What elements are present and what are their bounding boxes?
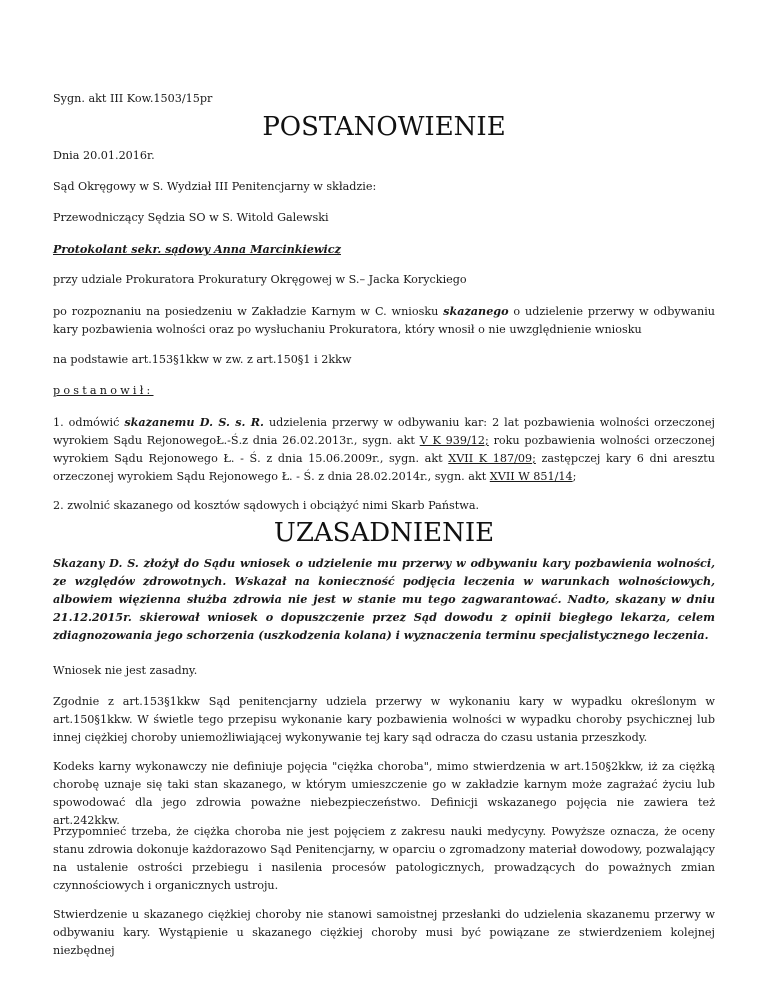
ruling-1 bbox=[53, 413, 715, 486]
ruling-1-text-c: roku pozbawienia wolności orzeczonej wyrokiem Sądu Rejonowego Ł. - Ś. z dnia 15.06.2009r., sygn. akt bbox=[53, 434, 715, 465]
decision-label: postanowił: bbox=[53, 384, 154, 397]
document-title: POSTANOWIENIE bbox=[262, 112, 506, 142]
ruling-2: 2. zwolnić skazanego od kosztów sądowych i obciążyć nimi Skarb Państwa. bbox=[53, 499, 480, 512]
ruling-1-text-b: udzielenia przerwy w odbywaniu kar: 2 lat pozbawienia wolności orzeczonej wyrokiem Sądu RejonowegoŁ.-Ś.z dnia 26.02.2013r., sygn. akt bbox=[53, 416, 715, 447]
ruling-1-text: 1. odmówić bbox=[53, 416, 125, 429]
motion-text-start: po rozpoznaniu na posiedzeniu w Zakładzie Karnym w C. wniosku bbox=[53, 305, 444, 318]
ruling-1-end: ; bbox=[572, 470, 577, 483]
motion-convict-term: skazanego bbox=[443, 304, 509, 318]
presiding-judge: Przewodniczący Sędzia SO w S. Witold Galewski bbox=[53, 211, 329, 224]
prosecutor-participation: przy udziale Prokuratora Prokuratury Okręgowej w S.– Jacka Koryckiego bbox=[53, 273, 467, 286]
justification-paragraph-5: Stwierdzenie u skazanego ciężkiej choroby nie stanowi samoistnej przesłanki do udzielenia skazanemu przerwy w odbywaniu kary. Wystąpienie u skazanego ciężkiej choroby musi być powiązane ze stwierdzeniem kolejnej niezbędnej bbox=[53, 908, 715, 957]
case-ref-3: XVII W 851/14 bbox=[489, 470, 573, 483]
justification-title: UZASADNIENIE bbox=[273, 518, 495, 548]
decision-date: Dnia 20.01.2016r. bbox=[53, 149, 155, 162]
ruling-1-text-d: zastępczej kary 6 dni aresztu orzeczonej wyrokiem Sądu Rejonowego Ł. - Ś. z dnia 28.02.2014r., sygn. akt bbox=[53, 452, 715, 483]
case-signature: Sygn. akt III Kow.1503/15pr bbox=[53, 92, 213, 105]
justification-paragraph-4: Przypomnieć trzeba, że ciężka choroba nie jest pojęciem z zakresu nauki medycyny. Powyższe oznacza, że oceny stanu zdrowia dokonuje każdorazowo Sąd Penitencjarny, w oparciu o zgromadzony materiał dowodowy, pozwalający na ustalenie ostrości przebiegu i nasilenia procesów patologicznych, prowadzących do poważnych zmian czynnościowych i organicznych ustroju. bbox=[53, 825, 715, 892]
case-ref-2: XVII K 187/09; bbox=[448, 452, 536, 465]
justification-paragraph-1: Wniosek nie jest zasadny. bbox=[53, 664, 198, 677]
court-clerk: Protokolant sekr. sądowy Anna Marcinkiewicz bbox=[53, 242, 341, 256]
justification-paragraph-3: Kodeks karny wykonawczy nie definiuje pojęcia "ciężka choroba", mimo stwierdzenia w art.150§2kkw, iż za ciężką chorobę uznaje się taki stan skazanego, w którym umieszczenie go w zakładzie karnym może zagrażać życiu lub spowodować dla jego zdrowia poważne niebezpieczeństwo. Definicji wskazanego pojęcia nie zawiera też art.242kkw. bbox=[53, 760, 715, 827]
legal-basis: na podstawie art.153§1kkw w zw. z art.150§1 i 2kkw bbox=[53, 353, 352, 366]
justification-paragraph-2: Zgodnie z art.153§1kkw Sąd penitencjarny udziela przerwy w wykonaniu kary w wypadku określonym w art.150§1kkw. W świetle tego przepisu wykonanie kary pozbawienia wolności w wypadku choroby psychicznej lub innej ciężkiej choroby uniemożliwiającej wykonywanie tej kary sąd odracza do czasu ustania przeszkody. bbox=[53, 695, 715, 744]
ruling-1-convict: skazanemu D. S. s. R. bbox=[124, 415, 264, 429]
court-composition: Sąd Okręgowy w S. Wydział III Penitencjarny w składzie: bbox=[53, 180, 377, 193]
motion-paragraph bbox=[53, 302, 715, 339]
justification-summary: Skazany D. S. złożył do Sądu wniosek o udzielenie mu przerwy w odbywaniu kary pozbawienia wolności, ze względów zdrowotnych. Wskazał na konieczność podjęcia leczenia w warunkach wolnościowych, albowiem więzienna służba zdrowia nie jest w stanie mu tego zagwarantować. Nadto, skazany w dniu 21.12.2015r. skierował wniosek o dopuszczenie przez Sąd dowodu z opinii biegłego lekarza, celem zdiagnozowania jego schorzenia (uszkodzenia kolana) i wyznaczenia terminu specjalistycznego leczenia. bbox=[53, 556, 715, 642]
case-ref-1: V K 939/12; bbox=[419, 434, 489, 447]
motion-text-end: o udzielenie przerwy w odbywaniu kary pozbawienia wolności oraz po wysłuchaniu Prokuratora, który wnosił o nie uwzględnienie wniosku bbox=[53, 305, 715, 336]
